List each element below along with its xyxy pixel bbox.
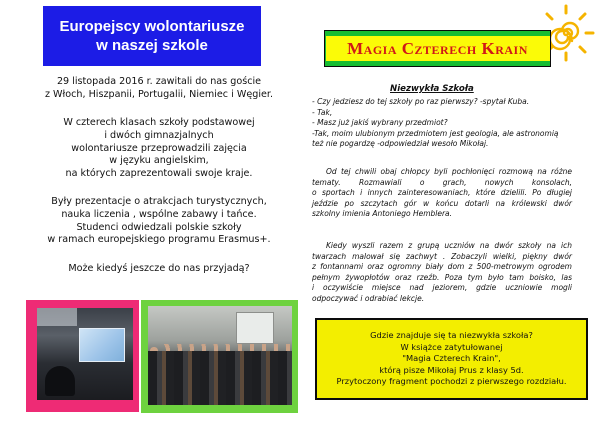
text-line: Studenci odwiedzali polskie szkoły: [76, 221, 242, 233]
text-line: jeździe po szczytach gór w końcu dotarli na królewski dwór: [312, 198, 572, 208]
text-line: twarzach malował się zachwyt . Zobaczyli wielki, piękny dwór: [312, 251, 572, 261]
right-title-box: [324, 30, 551, 67]
window-light: [37, 308, 77, 326]
text-line: w ramach europejskiego programu Erasmus+.: [47, 234, 271, 246]
text-line: 29 listopada 2016 r. zawitali do nas goście: [56, 76, 262, 87]
person-silhouette: [45, 366, 75, 396]
story-paragraph-court: [312, 241, 572, 305]
text-line: i dwóch gimnazjalnych: [104, 129, 214, 141]
story-paragraph-journey: [312, 167, 572, 220]
text-line: którą pisze Mikołaj Prus z klasy 5d.: [379, 364, 524, 375]
text-line: z fontannami oraz ogromny biały dom z 500-metrowym ogrodem: [312, 262, 572, 272]
text-line: - Masz już jakiś wybrany przedmiot?: [312, 118, 448, 128]
text-line: Przytoczony fragment pochodzi z pierwszego rozdziału.: [336, 376, 567, 387]
text-line: W książce zatytułowanej: [400, 341, 503, 352]
text-line: pełnym żywopłotów oraz rzeźb. Poza tym było tam boisko, las: [312, 272, 572, 282]
text-line: W czterech klasach szkoły podstawowej: [63, 117, 255, 128]
crowd-bodies: [148, 351, 292, 405]
text-line: o sportach i innych zainteresowaniach, które dzielili. Po długiej: [312, 188, 572, 198]
text-line: Od tej chwili obaj chłopcy byli pochłonięci rozmową na różne: [326, 167, 572, 176]
text-line: - Tak,: [312, 107, 333, 117]
text-line: szkolny imienia Antoniego Hemblera.: [312, 209, 453, 219]
right-title-text: Magia Czterech Krain: [326, 36, 550, 61]
left-title-line-1: Europejscy wolontariusze: [59, 18, 245, 35]
text-line: - Czy jedziesz do tej szkoły po raz pierwszy? -spytał Kuba.: [312, 97, 530, 106]
left-title-box: [43, 6, 261, 66]
text-line: odpoczywać i odrabiać lekcje.: [312, 293, 425, 303]
left-paragraph-classes: [14, 117, 304, 181]
story-title: Niezwykła Szkoła: [390, 84, 474, 94]
text-line: Może kiedyś jeszcze do nas przyjadą?: [68, 263, 250, 274]
story-dialogue: [312, 97, 572, 150]
text-line: Były prezentacje o atrakcjach turystycznych,: [51, 196, 267, 207]
text-line: Gdzie znajduje się ta niezwykła szkoła?: [370, 330, 533, 341]
notice-board: [236, 312, 274, 344]
projector-screen: [79, 328, 125, 362]
text-line: tematy. Rozmawiali o grach, nowych konsolach,: [312, 177, 572, 187]
left-paragraph-presentations: [14, 196, 304, 247]
text-line: na których zaprezentowali swoje kraje.: [65, 168, 253, 180]
left-paragraph-question: [14, 263, 304, 276]
text-line: "Magia Czterech Krain",: [402, 353, 501, 364]
text-line: też nie pogardzę -odpowiedział wesoło Mikołaj.: [312, 139, 489, 149]
left-paragraph-visit: [14, 76, 304, 102]
classroom-projector-photo: [37, 308, 133, 400]
text-line: z Włoch, Hiszpanii, Portugalii, Niemiec i Węgier.: [44, 88, 274, 100]
text-line: w języku angielskim,: [109, 155, 209, 167]
group-of-students-photo: [148, 306, 292, 405]
info-box: [315, 318, 588, 400]
text-line: -Tak, moim ulubionym przedmiotem jest geologia, ale astronomią: [312, 128, 559, 138]
text-line: nauka liczenia , wspólne zabawy i tańce.: [61, 208, 257, 220]
text-line: wolontariusze przeprowadzili zajęcia: [71, 142, 247, 154]
text-line: i oczywiście miejsce nad jeziorem, gdzie uczniowie mogli: [312, 283, 572, 293]
text-line: Kiedy wyszli razem z grupą uczniów na dwór szkoły na ich: [326, 241, 572, 250]
left-title-line-2: w naszej szkole: [96, 37, 208, 54]
